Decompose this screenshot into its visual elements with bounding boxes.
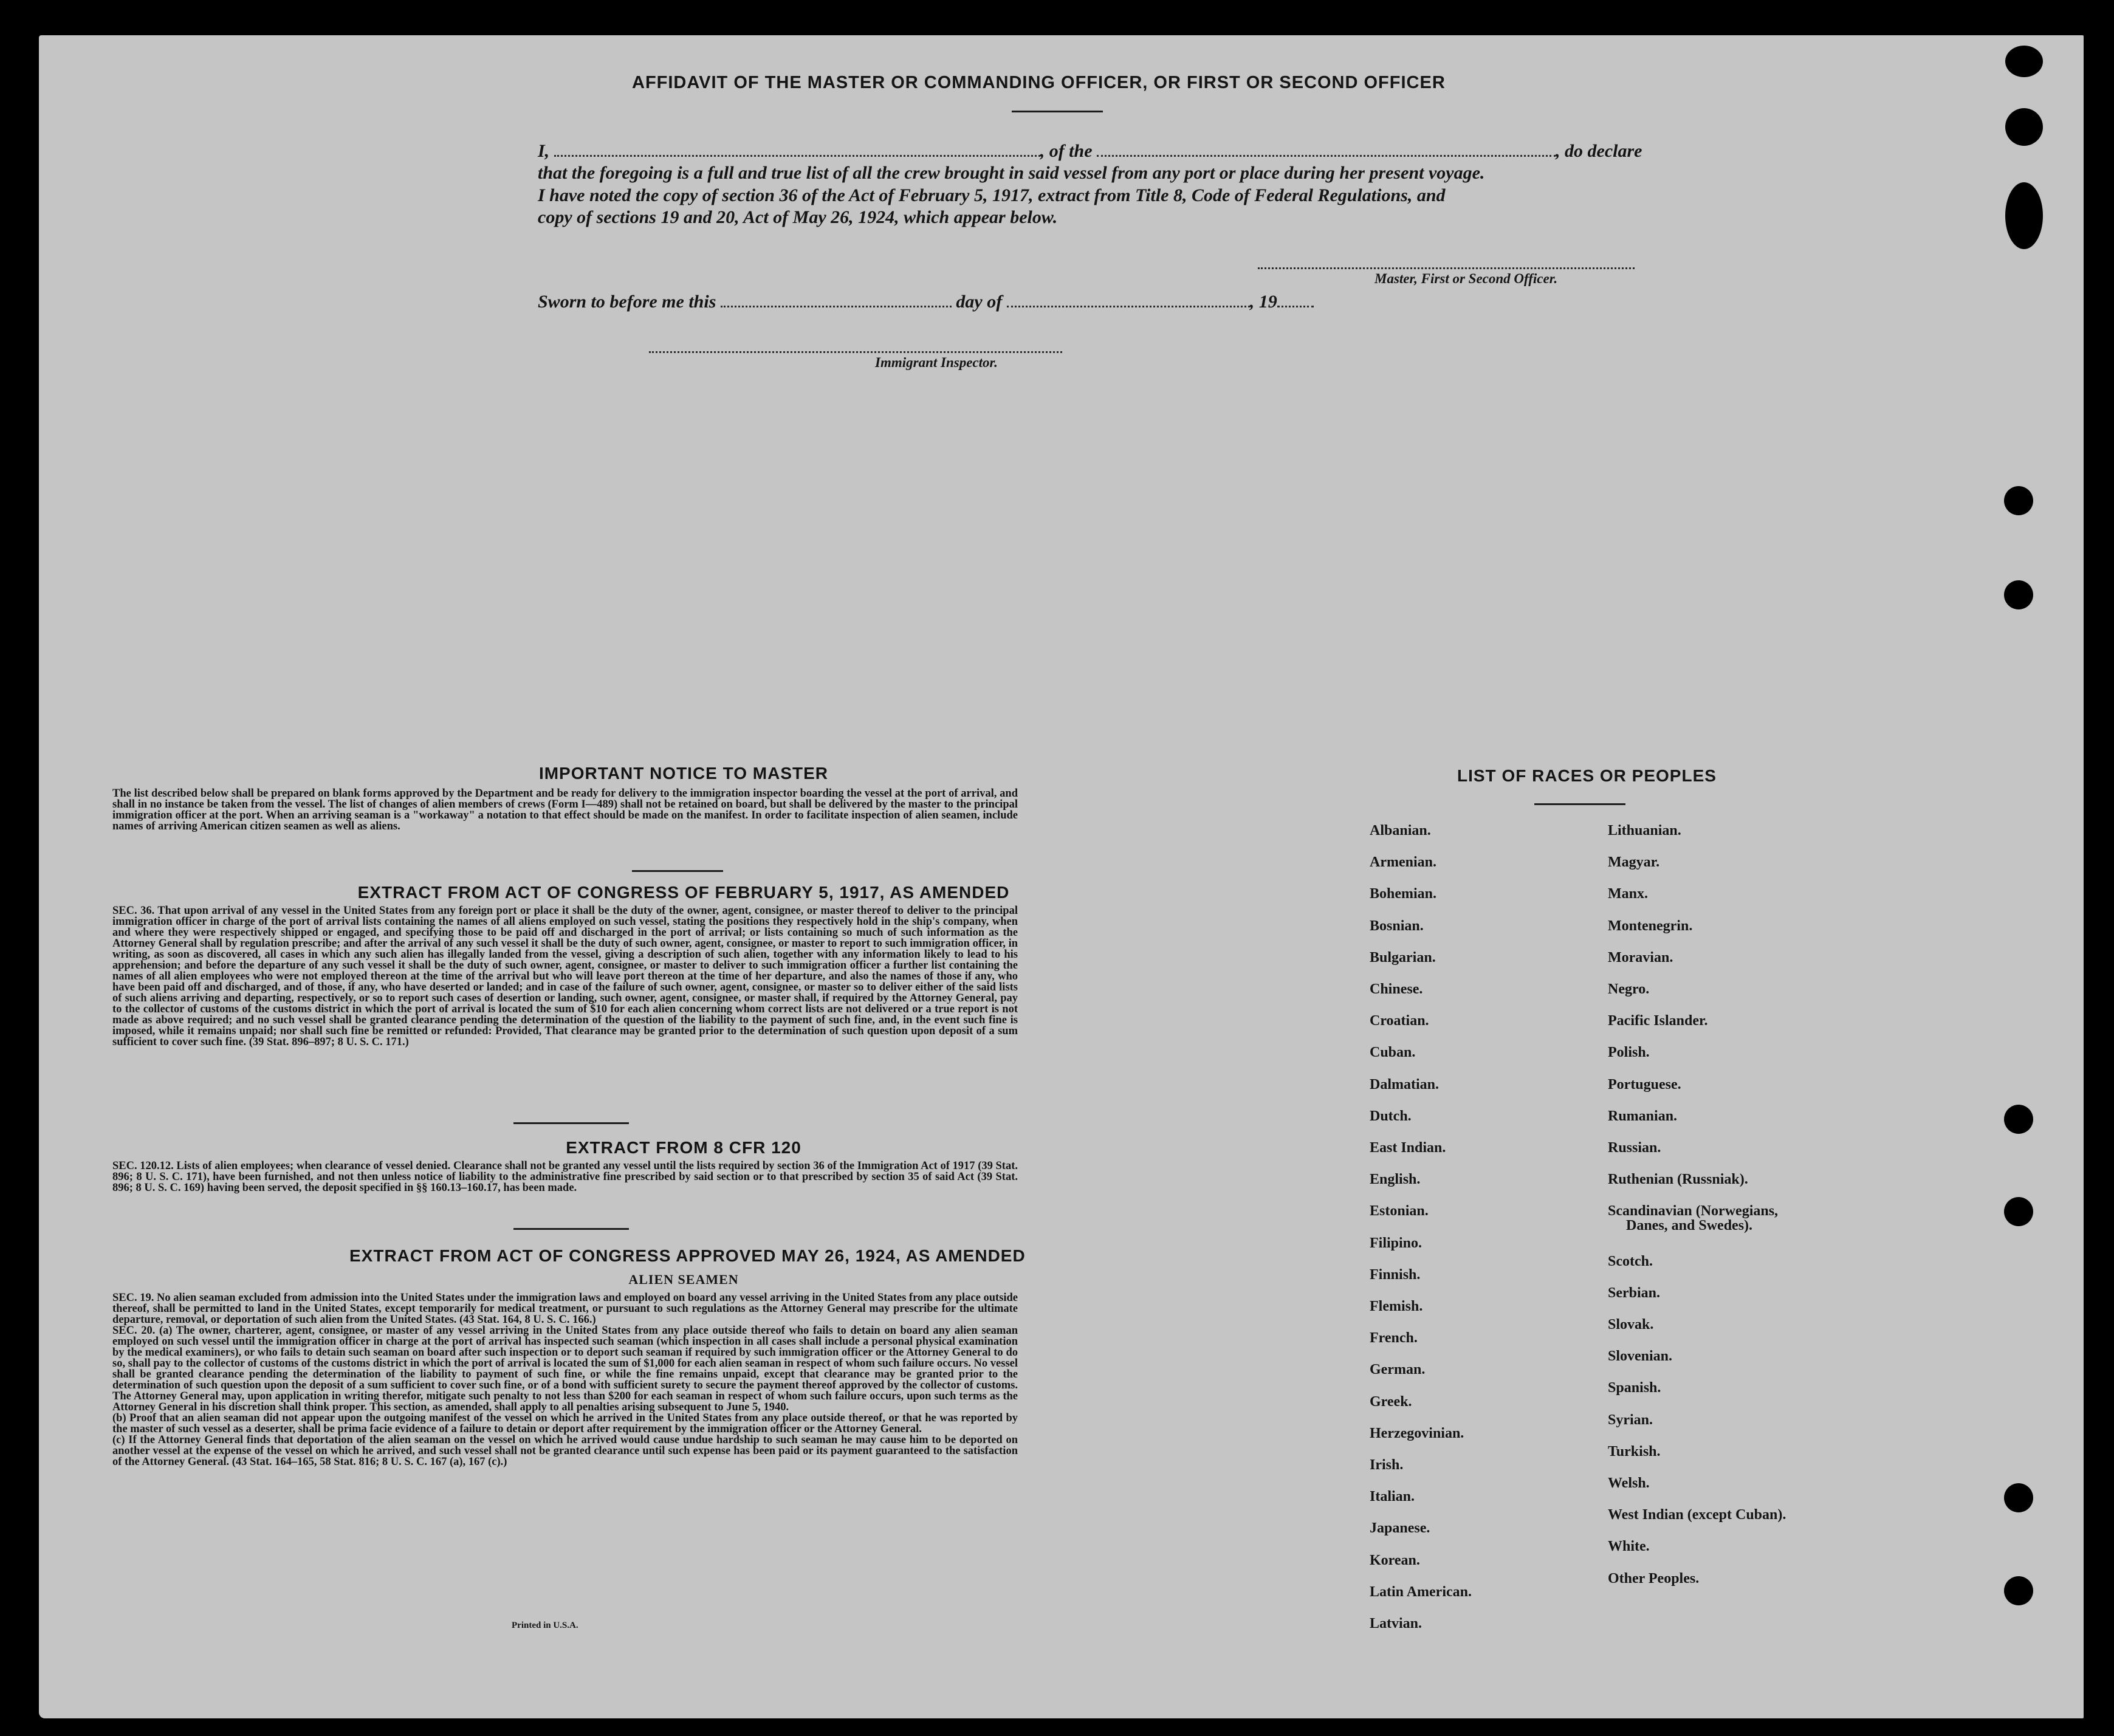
race-item: Bohemian.	[1370, 886, 1437, 902]
race-item: Bulgarian.	[1370, 950, 1436, 966]
section-rule	[632, 870, 723, 872]
inspector-signature-label: Immigrant Inspector.	[875, 355, 998, 370]
race-item: Rumanian.	[1608, 1108, 1678, 1124]
declarant-prefix: I,	[538, 141, 550, 161]
punch-hole	[2004, 1576, 2033, 1605]
sec-20a-text: SEC. 20. (a) The owner, charterer, agent, consignee, or master of any vessel arriving in the United States from any place outside thereof who fails to detain on board any alien seaman employed on such vessel until the immigration officer in charge at the port of arrival has inspected such seaman (which inspection in all cases shall include a personal physical examination by the medical examiners), or who fails to detain such seaman on board after such inspection or to deport such seaman if required by such immigration officer or the Attorney General to do so, shall pay to the collector of customs of the customs district in which the port of arrival is located the sum of $1,000 for each alien seaman in respect of whom such failure occurs. No vessel shall be granted clearance pending the determination of the liability to payment of such fine, or while the fine remains unpaid, except that clearance may be granted prior to the determination of such question upon the deposit of a sum sufficient to cover such fine, or of a bond with sufficient surety to secure the payment thereof approved by the collector of customs. The Attorney General may, upon application in writing therefor, mitigate such penalty to not less than $200 for each seaman in respect of whom such failure occurs, upon such terms as the Attorney General in his discretion shall think proper. This section, as amended, shall apply to all penalties arising subsequent to June 5, 1940.	[112, 1325, 1018, 1413]
race-item: Manx.	[1608, 886, 1648, 902]
race-item: Cuban.	[1370, 1045, 1416, 1060]
notice-text: The list described below shall be prepared on blank forms approved by the Department and be ready for delivery to the immigration inspector boarding the vessel at the port of arrival, and shall in no instance be taken from the vessel. The list of changes of alien members of crews (Form I—489) shall not be retained on board, but shall be delivered by the master to the principal immigration officer at the port. When an arriving seaman is a "workaway" a notation to that effect should be made on the manifest. In order to facilitate inspection of alien seamen, include names of arriving American citizen seamen as well as aliens.	[112, 787, 1018, 832]
punch-hole	[2004, 1197, 2033, 1226]
section-rule	[513, 1228, 629, 1230]
race-item: Latvian.	[1370, 1616, 1422, 1631]
race-item: Danes, and Swedes).	[1626, 1218, 1753, 1233]
sworn-month-field[interactable]	[1007, 292, 1250, 307]
extract-1924-body	[88, 1292, 1018, 1467]
sec-19-text: SEC. 19. No alien seaman excluded from admission into the United States under the immigration laws and employed on board any vessel arriving in the United States from any place outside thereof, shall be permitted to land in the United States, except temporarily for medical treatment, or pursuant to such regulations as the Attorney General may prescribe for the ultimate departure, removal, or deportation of such alien from the United States. (43 Stat. 164, 8 U. S. C. 166.)	[112, 1292, 1018, 1326]
title-rule	[1012, 111, 1103, 112]
race-item: Armenian.	[1370, 854, 1436, 870]
race-item: Russian.	[1608, 1140, 1661, 1156]
notice-body	[88, 788, 1018, 832]
race-item: Latin American.	[1370, 1584, 1472, 1600]
race-item: Magyar.	[1608, 854, 1660, 870]
sec-120-text: SEC. 120.12. Lists of alien employees; when clearance of vessel denied. Clearance shall not be granted any vessel until the lists required by section 36 of the Immigration Act of 1917 (39 Stat. 896; 8 U. S. C. 171), have been furnished, and not then unless notice of liability to the administrative fine prescribed by said section or to that prescribed by section 35 of said Act (39 Stat. 896; 8 U. S. C. 169) having been served, the deposit specified in §§ 160.13–160.17, has been made.	[112, 1160, 1018, 1194]
sec-36-text: SEC. 36. That upon arrival of any vessel in the United States from any foreign port or place it shall be the duty of the owner, agent, consignee, or master thereof to deliver to the principal immigration officer in charge of the port of arrival lists containing the names of all aliens employed on such vessel, stating the positions they respectively hold in the ship's company, when and where they were respectively shipped or engaged, and specifying those to be paid off and discharged in the port of arrival; or lists containing so much of such information as the Attorney General shall by regulation prescribe; and after the arrival of any such vessel it shall be the duty of such owner, agent, consignee, or master to report to such immigration officer, in writing, as soon as discovered, all cases in which any such alien has illegally landed from the vessel, giving a description of such alien, together with any information likely to lead to his apprehension; and before the departure of any such vessel it shall be the duty of such owner, agent, consignee, or master to deliver to such immigration officer a further list containing the names of all alien employees who were not employed thereon at the time of the arrival but who will leave port thereon at the time of her departure, and also the names of those if any, who have been paid off and discharged, and of those, if any, who have deserted or landed; and in case of the failure of such owner, agent, consignee, or master so to deliver either of the said lists of such aliens arriving and departing, respectively, or so to report such cases of desertion or landing, such owner, agent, consignee, or master shall, if required by the Attorney General, pay to the collector of customs of the customs district in which the port of arrival is located the sum of $10 for each alien concerning whom correct lists are not delivered or a true report is not made as above required; and no such vessel shall be granted clearance pending the determination of the question of the liability to the payment of such fine, and, in the event such fine is imposed, while it remains unpaid; nor shall such fine be remitted or refunded: Provided, That clearance may be granted prior to the determination of such question upon deposit of a sum sufficient to cover such fine. (39 Stat. 896–897; 8 U. S. C. 171.)	[112, 905, 1018, 1048]
race-item: East Indian.	[1370, 1140, 1446, 1156]
affidavit-title: AFFIDAVIT OF THE MASTER OR COMMANDING OFFICER, OR FIRST OR SECOND OFFICER	[632, 73, 1446, 92]
sworn-label: Sworn to before me this	[538, 292, 716, 312]
race-item: Lithuanian.	[1608, 823, 1681, 839]
affidavit-line-2: that the foregoing is a full and true list of all the crew brought in said vessel from any port or place during her present voyage.	[538, 163, 1485, 183]
race-item: Bosnian.	[1370, 918, 1424, 934]
race-item: West Indian (except Cuban).	[1608, 1507, 1786, 1523]
race-item: Pacific Islander.	[1608, 1013, 1708, 1029]
race-item: Greek.	[1370, 1394, 1412, 1410]
extract-1917-title: EXTRACT FROM ACT OF CONGRESS OF FEBRUARY 5, 1917, AS AMENDED	[357, 883, 1010, 902]
race-item: Welsh.	[1608, 1475, 1650, 1491]
alien-seamen-subtitle: ALIEN SEAMEN	[628, 1272, 739, 1287]
race-item: Croatian.	[1370, 1013, 1429, 1029]
race-item: French.	[1370, 1330, 1418, 1346]
race-item: German.	[1370, 1362, 1426, 1377]
race-item: White.	[1608, 1539, 1650, 1554]
extract-1924-title: EXTRACT FROM ACT OF CONGRESS APPROVED MAY 26, 1924, AS AMENDED	[349, 1246, 1026, 1265]
race-item: Slovak.	[1608, 1317, 1654, 1333]
race-item: Albanian.	[1370, 823, 1431, 839]
punch-hole	[2004, 1105, 2033, 1134]
race-item: Italian.	[1370, 1489, 1415, 1504]
punch-hole	[2005, 108, 2043, 146]
section-rule	[513, 1122, 629, 1124]
race-item: Finnish.	[1370, 1267, 1421, 1283]
race-item: Herzegovinian.	[1370, 1426, 1464, 1441]
affidavit-line-3: I have noted the copy of section 36 of the Act of February 5, 1917, extract from Title 8, Code of Federal Regulations, and	[538, 185, 1446, 205]
punch-hole	[2004, 486, 2033, 515]
declare-label: , do declare	[1556, 141, 1642, 161]
race-item: Turkish.	[1608, 1444, 1661, 1460]
race-item: Dutch.	[1370, 1108, 1412, 1124]
race-item: Moravian.	[1608, 950, 1673, 966]
race-item: Scandinavian (Norwegians,	[1608, 1203, 1779, 1219]
punch-hole	[2004, 1483, 2033, 1512]
race-item: Portuguese.	[1608, 1077, 1681, 1093]
race-item: Other Peoples.	[1608, 1571, 1700, 1587]
sworn-year-field[interactable]	[1277, 292, 1314, 307]
race-item: Polish.	[1608, 1045, 1650, 1060]
sec-20b-text: (b) Proof that an alien seaman did not appear upon the outgoing manifest of the vessel on which he arrived in the United States from any place outside thereof, or that he was reported by the master of such vessel as a deserter, shall be prima facie evidence of a failure to detain or deport after requirement by the immigration officer or the Attorney General.	[112, 1412, 1018, 1435]
race-item: Spanish.	[1608, 1380, 1661, 1396]
race-item: Serbian.	[1608, 1285, 1661, 1301]
extract-1917-body	[88, 905, 1018, 1048]
race-item: Korean.	[1370, 1552, 1420, 1568]
day-of-label: day of	[956, 292, 1003, 312]
race-item: Flemish.	[1370, 1299, 1423, 1314]
race-item: Syrian.	[1608, 1412, 1653, 1428]
master-signature-label: Master, First or Second Officer.	[1374, 271, 1558, 286]
race-item: Slovenian.	[1608, 1348, 1673, 1364]
sec-20c-text: (c) If the Attorney General finds that deportation of the alien seaman on the vessel on which he arrived would cause undue hardship to such seaman he may cause him to be deported on another vessel at the expense of the vessel on which he arrived, and such vessel shall not be granted clearance until such expense has been paid or its payment guaranteed to the satisfaction of the Attorney General. (43 Stat. 164–165, 58 Stat. 816; 8 U. S. C. 167 (a), 167 (c).)	[112, 1434, 1018, 1468]
notice-title: IMPORTANT NOTICE TO MASTER	[538, 764, 829, 783]
extract-cfr-body	[88, 1161, 1018, 1193]
race-item: Dalmatian.	[1370, 1077, 1439, 1093]
punch-hole	[2004, 580, 2033, 609]
race-item: English.	[1370, 1172, 1421, 1187]
race-item: Japanese.	[1370, 1520, 1430, 1536]
affidavit-line-4: copy of sections 19 and 20, Act of May 26, 1924, which appear below.	[538, 207, 1058, 227]
year-label: , 19	[1249, 292, 1277, 312]
declarant-of-label: , of the	[1040, 141, 1093, 161]
races-title: LIST OF RACES OR PEOPLES	[1457, 766, 1717, 785]
race-item: Scotch.	[1608, 1254, 1653, 1269]
races-title-rule	[1534, 803, 1625, 805]
inspector-signature-field[interactable]	[649, 338, 1062, 353]
vessel-name-field[interactable]	[1097, 142, 1556, 157]
printed-in-usa: Printed in U.S.A.	[512, 1621, 578, 1630]
punch-hole	[2005, 46, 2043, 77]
extract-cfr-title: EXTRACT FROM 8 CFR 120	[566, 1138, 801, 1157]
race-item: Chinese.	[1370, 981, 1423, 997]
declaration-line	[538, 141, 1642, 162]
race-item: Irish.	[1370, 1457, 1404, 1473]
punch-hole	[2005, 182, 2043, 249]
declarant-name-field[interactable]	[554, 142, 1040, 157]
sworn-day-field[interactable]	[721, 292, 952, 307]
master-signature-field[interactable]	[1258, 254, 1635, 269]
race-item: Estonian.	[1370, 1203, 1429, 1219]
sworn-line	[538, 292, 1314, 312]
race-item: Montenegrin.	[1608, 918, 1693, 934]
race-item: Ruthenian (Russniak).	[1608, 1172, 1748, 1187]
race-item: Negro.	[1608, 981, 1650, 997]
race-item: Filipino.	[1370, 1235, 1422, 1251]
